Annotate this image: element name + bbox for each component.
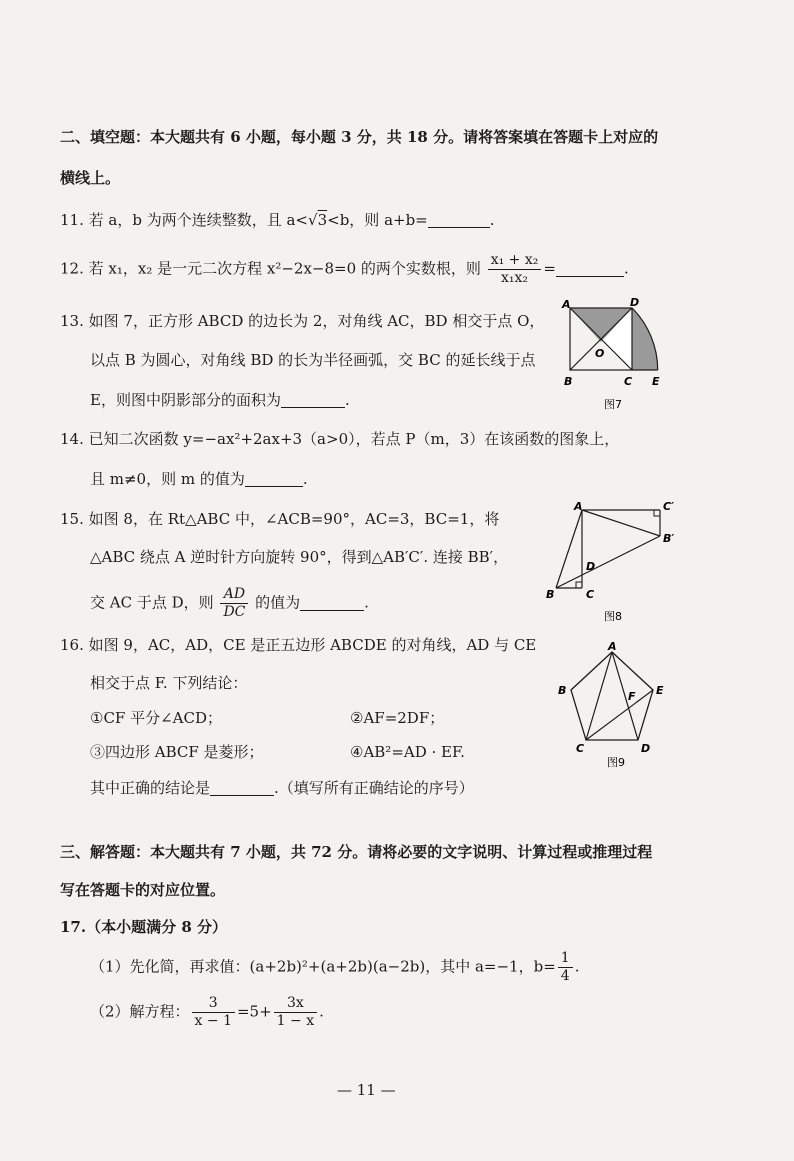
q17-part2-text: （2）解方程：	[90, 1002, 190, 1021]
q15-line1	[60, 509, 499, 529]
section3-heading-line2: 写在答题卡的对应位置。	[60, 881, 226, 899]
q17-p1-end: .	[574, 957, 580, 976]
q17-p2-f1-numerator: 3	[192, 995, 235, 1013]
q17-part2	[90, 995, 324, 1030]
q17-part2-fraction-2	[274, 995, 317, 1030]
q15-text-3b: 的值为	[255, 593, 301, 612]
q15-answer-blank[interactable]	[300, 594, 364, 611]
q14-text-2: 且 m≠0，则 m 的值为	[90, 470, 245, 488]
q17-p2-f2-numerator: 3x	[274, 995, 317, 1013]
figure-7	[560, 296, 680, 414]
q17-part1	[90, 950, 579, 985]
q11-answer-blank[interactable]	[428, 211, 490, 228]
q13-text-3: E，则图中阴影部分的面积为	[90, 391, 281, 409]
section2-heading-line1: 二、填空题：本大题共有 6 小题，每小题 3 分，共 18 分。请将答案填在答题卡上对应的	[60, 128, 659, 146]
q14-line2	[90, 469, 308, 489]
q17-p1-frac-denominator: 4	[560, 968, 570, 984]
fig8-label-c1: C′	[663, 500, 674, 513]
figure-9	[550, 640, 680, 770]
fig9-diagonal-ac	[586, 652, 612, 740]
q16-line2: 相交于点 F. 下列结论：	[90, 674, 248, 692]
q13-line2: 以点 B 为圆心，对角线 BD 的长为半径画弧，交 BC 的延长线于点	[90, 351, 536, 369]
q17-p2-mid: =5+	[236, 1002, 272, 1021]
q14-line1	[60, 429, 619, 449]
q15-line3	[90, 586, 369, 621]
fig8-right-angle-c	[576, 582, 582, 588]
q13-answer-blank[interactable]	[281, 391, 345, 408]
q11-text-post: <b，则 a+b=	[327, 211, 428, 229]
fig8-label-c: C	[586, 588, 595, 601]
q14-end: .	[302, 470, 308, 488]
q12-equals: =	[543, 259, 556, 278]
fig8-segment-bb1	[556, 536, 660, 588]
q11-radicand: 3	[317, 211, 328, 229]
q11-number: 11.	[60, 211, 84, 229]
q17-part1-text: （1）先化简，再求值：(a+2b)²+(a+2b)(a−2b)，其中 a=−1，b=	[90, 957, 556, 976]
q12-number: 12.	[60, 259, 84, 278]
q16-conclusion-2: ②AF=2DF；	[350, 709, 445, 727]
figure-8	[540, 498, 690, 626]
q12-text-pre: 若 x₁，x₂ 是一元二次方程 x²−2x−8=0 的两个实数根，则	[88, 259, 481, 278]
fig7-caption: 图7	[604, 398, 622, 411]
q15-text-3: 交 AC 于点 D，则	[90, 593, 214, 612]
question-11	[60, 210, 495, 230]
q13-line3	[90, 390, 350, 410]
fig8-label-d: D	[586, 560, 596, 573]
q13-text-1: 如图 7，正方形 ABCD 的边长为 2，对角线 AC，BD 相交于点 O，	[88, 312, 545, 330]
fig9-pentagon	[571, 652, 653, 740]
q17-p2-f2-denominator: 1 − x	[276, 1013, 315, 1029]
q16-number: 16.	[60, 636, 84, 654]
fig9-label-d: D	[641, 742, 651, 755]
q11-sqrt: √3	[308, 211, 328, 229]
q15-frac-denominator: DC	[223, 604, 246, 620]
q16-conclusion-3: ③四边形 ABCF 是菱形；	[90, 743, 264, 761]
fig7-shaded-sector	[632, 308, 658, 370]
q15-end: .	[364, 593, 369, 612]
q11-text-pre: 若 a，b 为两个连续整数，且 a<	[88, 211, 309, 229]
q13-end: .	[344, 391, 350, 409]
q15-frac-numerator: AD	[220, 586, 248, 604]
fig9-label-c: C	[576, 742, 585, 755]
fig7-label-o: O	[595, 347, 605, 360]
q13-number: 13.	[60, 312, 84, 330]
fig9-label-f: F	[628, 690, 636, 703]
fig7-label-a: A	[562, 298, 571, 311]
fig8-label-b1: B′	[663, 532, 675, 545]
q16-answer-blank[interactable]	[210, 779, 274, 796]
fig8-label-a: A	[574, 500, 583, 513]
fig8-label-b: B	[546, 588, 555, 601]
q17-p2-f1-denominator: x − 1	[194, 1013, 232, 1029]
fig9-label-a: A	[608, 640, 617, 653]
q17-part2-fraction-1	[192, 995, 235, 1030]
q14-answer-blank[interactable]	[245, 470, 303, 487]
fig9-label-b: B	[558, 684, 567, 697]
q14-text-1: 已知二次函数 y=−ax²+2ax+3（a>0），若点 P（m，3）在该函数的图象上，	[88, 430, 620, 448]
q15-line2: △ABC 绕点 A 逆时针方向旋转 90°，得到△AB′C′. 连接 BB′，	[90, 548, 509, 566]
fig7-label-b: B	[564, 375, 573, 388]
q12-frac-denominator: x₁x₂	[501, 270, 529, 286]
section2-heading-line2: 横线上。	[60, 169, 121, 187]
fig8-segment-ab1	[582, 510, 660, 536]
fig9-diagonal-ce	[586, 690, 653, 740]
q11-end: .	[489, 211, 495, 229]
q17-p1-frac-numerator: 1	[558, 950, 573, 968]
fig7-label-e: E	[652, 375, 660, 388]
q14-number: 14.	[60, 430, 84, 448]
q16-text-5: 其中正确的结论是	[90, 779, 211, 797]
q16-text-5b: .（填写所有正确结论的序号）	[274, 779, 474, 797]
q12-frac-numerator: x₁ + x₂	[488, 252, 542, 270]
fig9-caption: 图9	[607, 756, 625, 769]
q12-end: .	[623, 259, 629, 278]
q16-conclusion-1: ①CF 平分∠ACD；	[90, 709, 223, 727]
q17-title: 17.（本小题满分 8 分）	[60, 918, 227, 936]
section3-heading-line1: 三、解答题：本大题共有 7 小题，共 72 分。请将必要的文字说明、计算过程或推理过程	[60, 843, 653, 861]
fig8-caption: 图8	[604, 610, 622, 623]
q16-text-1: 如图 9，AC，AD，CE 是正五边形 ABCDE 的对角线，AD 与 CE	[88, 636, 537, 654]
q15-text-1: 如图 8，在 Rt△ABC 中，∠ACB=90°，AC=3，BC=1，将	[88, 510, 500, 528]
fig9-label-e: E	[656, 684, 664, 697]
q15-number: 15.	[60, 510, 84, 528]
q16-line5	[90, 778, 474, 798]
q12-fraction	[488, 252, 542, 287]
fig7-label-c: C	[624, 375, 633, 388]
q16-line1	[60, 635, 536, 655]
fig8-right-angle-c1	[654, 510, 660, 516]
q17-p2-end: .	[319, 1002, 324, 1021]
q16-conclusion-4: ④AB²=AD · EF.	[350, 743, 465, 761]
q17-part1-fraction	[558, 950, 573, 985]
fig7-label-d: D	[630, 296, 640, 309]
q12-answer-blank[interactable]	[556, 260, 624, 277]
q15-fraction	[220, 586, 248, 621]
question-12	[60, 252, 629, 287]
page-number: — 11 —	[337, 1081, 396, 1099]
q13-line1	[60, 311, 544, 331]
